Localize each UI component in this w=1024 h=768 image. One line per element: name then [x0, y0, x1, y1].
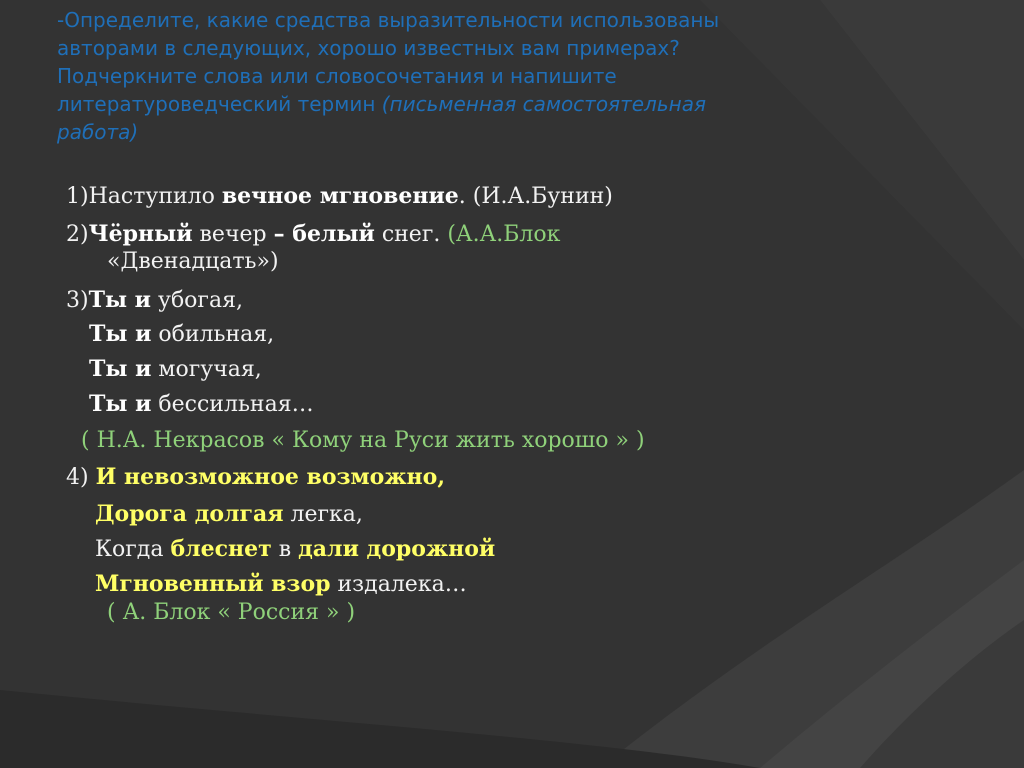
example-3-text-3: могучая, — [151, 357, 262, 382]
example-3-line-1 — [66, 286, 243, 315]
example-4-text-3a: Когда — [95, 537, 171, 562]
example-2-text-1: вечер — [192, 222, 274, 247]
example-2-text-2: снег. — [374, 222, 448, 247]
example-3-highlight-3: Ты и — [89, 356, 152, 382]
example-3-highlight-1: Ты и — [88, 287, 151, 313]
example-3-highlight-4: Ты и — [89, 391, 152, 417]
example-4-highlight-1: И невозможное возможно, — [95, 464, 445, 490]
title-line-1: -Определите, какие средства выразительности использованы — [57, 8, 720, 32]
example-2-work: «Двенадцать») — [107, 249, 279, 274]
example-4-text-4: издалека… — [330, 572, 467, 597]
example-2-dash: – — [273, 221, 293, 247]
example-4-highlight-2: Дорога долгая — [95, 501, 284, 527]
example-4-line-1 — [66, 463, 445, 492]
example-3-text-4: бессильная… — [151, 392, 314, 417]
example-1-text: Наступило — [88, 184, 222, 209]
example-1-number: 1) — [66, 184, 89, 209]
example-3-line-3 — [89, 355, 262, 384]
title-line-2: авторами в следующих, хорошо известных вам примерах? — [57, 36, 680, 60]
example-4-line-2 — [95, 500, 363, 529]
example-4-number: 4) — [66, 465, 96, 490]
example-3-text-1: убогая, — [151, 288, 243, 313]
example-4-line-3 — [95, 535, 495, 564]
example-2-highlight-1: Чёрный — [88, 221, 193, 247]
example-2 — [66, 220, 560, 249]
example-1-highlight: вечное мгновение — [221, 183, 459, 209]
example-1-punct: . — [458, 184, 473, 209]
example-4-highlight-4: дали дорожной — [298, 536, 496, 562]
title-line-5: работа) — [57, 120, 139, 144]
example-1-author: (И.А.Бунин) — [472, 184, 613, 209]
example-4-text-3b: в — [271, 537, 299, 562]
example-4-line-4 — [95, 570, 467, 599]
example-4-text-2: легка, — [283, 502, 363, 527]
example-3-number: 3) — [66, 288, 89, 313]
example-3-line-2 — [89, 320, 274, 349]
example-2-highlight-2: белый — [292, 221, 375, 247]
example-3-highlight-2: Ты и — [89, 321, 152, 347]
example-2-number: 2) — [66, 222, 89, 247]
example-2-author: (А.А.Блок — [447, 222, 561, 247]
title-line-4-text: литературоведческий термин — [57, 92, 382, 116]
example-3-line-4 — [89, 390, 314, 419]
example-4-highlight-3: блеснет — [170, 536, 272, 562]
example-3-text-2: обильная, — [151, 322, 275, 347]
title-line-4-italic: (письменная самостоятельная — [381, 92, 706, 116]
title-line-3: Подчеркните слова или словосочетания и напишите — [57, 64, 617, 88]
example-1 — [66, 182, 613, 211]
example-3-source: ( Н.А. Некрасов « Кому на Руси жить хорошо » ) — [81, 428, 645, 453]
example-4-highlight-5: Мгновенный взор — [95, 571, 331, 597]
example-4-source: ( А. Блок « Россия » ) — [107, 600, 356, 625]
